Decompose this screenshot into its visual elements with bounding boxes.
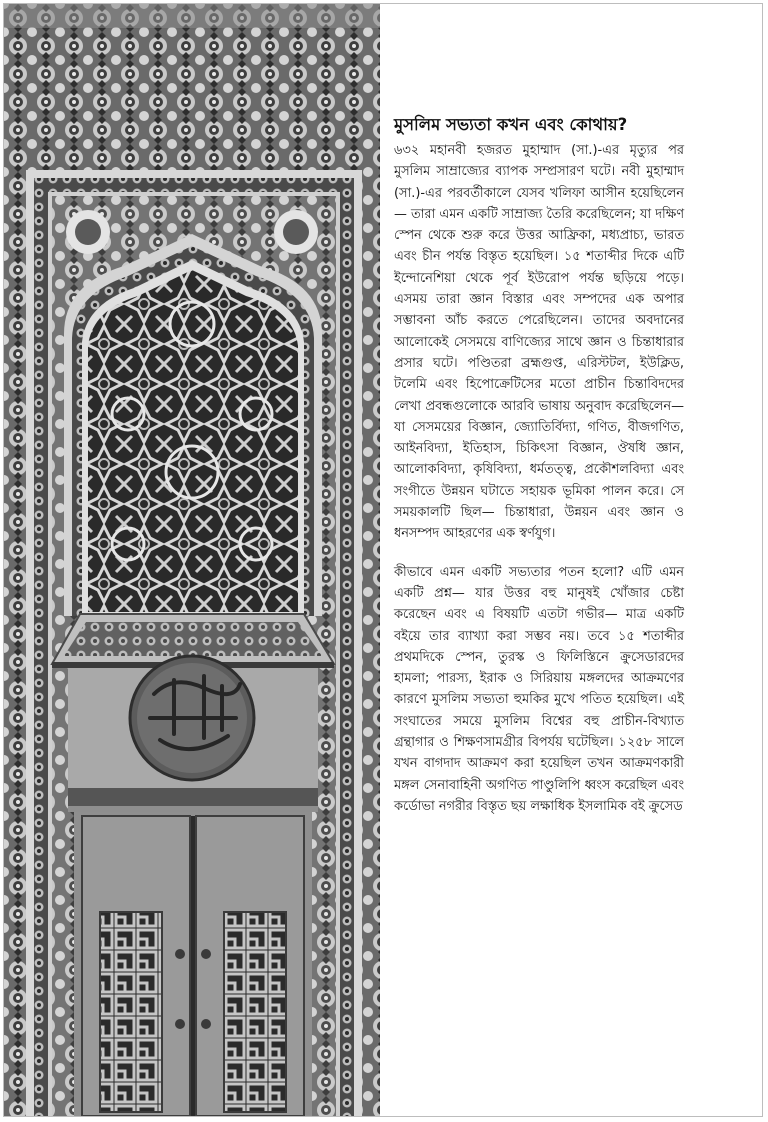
mosque-portal-photo <box>4 4 380 1116</box>
article-paragraph-2: কীভাবে এমন একটি সভ্যতার পতন হলো? এটি এমন একটি প্রশ্ন— যার উত্তর বহু মানুষই খোঁজার চেষ্টা করেছেন এবং এ বিষয়টি এতটা গভীর— মাত্র একটি বইয়ে তার ব্যাখ্যা করা সম্ভব নয়। তবে ১৫ শতাব্দীর প্রথমদিকে স্পেন, তুরস্ক ও ফিলিস্তিনে ক্রুসেডারদের হামলা; পারস্য, ইরাক ও সিরিয়ায় মঙ্গলদের আক্রমণের কারণে মুসলিম সভ্যতা হুমকির মুখে পতিত হয়েছিল। এই সংঘাতের সময়ে মুসলিম বিশ্বের বহু প্রাচীন-বিখ্যাত গ্রন্থাগার ও শিক্ষণসামগ্রীর বিপর্যয় ঘটেছিল। ১২৫৮ সালে যখন বাগদাদ আক্রমণ করা হয়েছিল তখন আক্রমণকারী মঙ্গল সেনাবাহিনী অগণিত পাণ্ডুলিপি ধ্বংস করেছিল এবং কর্ডোভা নগরীর বিস্তৃত ছয় লক্ষাধিক ইসলামিক বই ক্রুসেড <box>394 564 684 814</box>
article-paragraph-1: ৬৩২ মহানবী হজরত মুহাম্মাদ (সা.)-এর মৃত্যুর পর মুসলিম সাম্রাজ্যের ব্যাপক সম্প্রসারণ ঘটে। নবী মুহাম্মাদ (সা.)-এর পরবর্তীকালে যেসব খলিফা আসীন হয়েছিলেন— তারা এমন একটি সাম্রাজ্য তৈরি করেছিলেন; যা দক্ষিণ স্পেন থেকে শুরু করে উত্তর আফ্রিকা, মধ্যপ্রাচ্য, ভারত এবং চীন পর্যন্ত বিস্তৃত হয়েছিল। ১৫ শতাব্দীর দিকে এটি ইন্দোনেশিয়া থেকে পূর্ব ইউরোপ পর্যন্ত ছড়িয়ে পড়ে। এসময় তারা জ্ঞান বিস্তার এবং সম্পদের এক অপার সম্ভাবনা আঁচ করতে পেরেছিলেন। তাদের অবদানের আলোকেই সেসময়ে বাণিজ্যের সাথে জ্ঞান ও চিন্তাধারার প্রসার ঘটে। পণ্ডিতরা ব্রহ্মগুপ্ত, এরিস্টটল, ইউক্লিড, টলেমি এবং হিপোক্রেটিসের মতো প্রাচীন চিন্তাবিদদের লেখা প্রবন্ধগুলোকে আরবি ভাষায় অনুবাদ করেছিলেন— যা সেসময়ের বিজ্ঞান, জ্যোতির্বিদ্যা, গণিত, বীজগণিত, আইনবিদ্যা, ইতিহাস, চিকিৎসা বিজ্ঞান, ঔষধি জ্ঞান, আলোকবিদ্যা, কৃষিবিদ্যা, ধর্মতত্ত্ব, প্রকৌশলবিদ্যা এবং সংগীতে উন্নয়ন ঘটাতে সহায়ক ভূমিকা পালন করে। সে সময়কালটি ছিল— চিন্তাধারা, উন্নয়ন এবং জ্ঞান ও ধনসম্পদ আহরণের এক স্বর্ণযুগ। <box>394 143 684 542</box>
article <box>394 114 684 817</box>
article-heading: মুসলিম সভ্যতা কখন এবং কোথায়? <box>394 115 628 134</box>
